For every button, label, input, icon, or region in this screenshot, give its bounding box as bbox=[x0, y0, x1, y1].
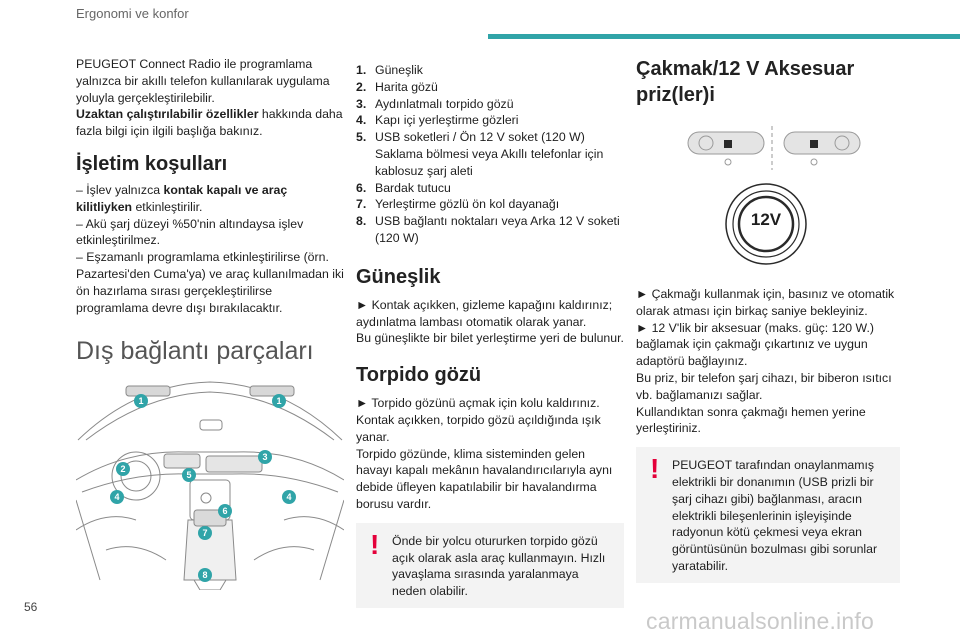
list-item-text: USB bağlantı noktaları veya Arka 12 V soketi (120 W) bbox=[375, 214, 620, 245]
glove-box-warning bbox=[356, 523, 624, 608]
column-right bbox=[636, 56, 908, 583]
steering-wheel-illustrations bbox=[636, 124, 908, 172]
column-middle bbox=[356, 62, 624, 608]
accessory-warning bbox=[636, 447, 900, 583]
list-item-number: 8. bbox=[356, 214, 367, 229]
list-item-number: 4. bbox=[356, 113, 367, 128]
condition-1-post: etkinleştirilir. bbox=[132, 199, 203, 214]
callout-6: 6 bbox=[218, 504, 232, 518]
warning-icon: ! bbox=[370, 528, 380, 560]
list-item bbox=[356, 180, 624, 197]
callout-3: 3 bbox=[258, 450, 272, 464]
fittings-list bbox=[356, 62, 624, 247]
remote-features-bold: Uzaktan çalıştırılabilir özellikler bbox=[76, 107, 259, 122]
callout-7: 7 bbox=[198, 526, 212, 540]
glove-box-warning-text: Önde bir yolcu otururken torpido gözü açık olarak asla araç kullanmayın. Hızlı yavaşlama sırasında yaralanmaya neden olabilir. bbox=[392, 533, 606, 599]
list-item-text: Yerleştirme gözlü ön kol dayanağı bbox=[375, 197, 560, 212]
list-item bbox=[356, 62, 624, 79]
remote-features-rest: hakkında daha fazla bilgi için ilgili başlığa bakınız. bbox=[76, 107, 343, 139]
list-item bbox=[356, 213, 624, 247]
callout-2: 2 bbox=[116, 462, 130, 476]
glove-box-note: Torpido gözünde, klima sisteminden gelen havayı kapalı mekânın havalandırıcılarıyla aynı debide üfleyen kapatılabilir bir havalandırma borusu vardır. bbox=[356, 446, 613, 511]
sun-visor-step: ► Kontak açıkken, gizleme kapağını kaldırınız; aydınlatma lambası otomatik olarak yanar. bbox=[356, 297, 613, 329]
list-item bbox=[356, 79, 624, 96]
interior-illustration bbox=[76, 380, 344, 590]
callout-1-left: 1 bbox=[134, 394, 148, 408]
socket-label: 12V bbox=[750, 210, 782, 229]
list-item bbox=[356, 196, 624, 213]
list-item-text: Kapı içi yerleştirme gözleri bbox=[375, 113, 519, 128]
list-item-number: 6. bbox=[356, 180, 367, 195]
column-left bbox=[76, 56, 344, 590]
accessory-warning-text: PEUGEOT tarafından onaylanmamış elektrikli bir donanımın (USB prizli bir şarj cihazı gibi) bağlanması, aracın elektrikli bileşenlerinin işleyişinde radyonun kötü çekmesi veya ekran görüntüsünün bozulması gibi sorunlar yaratabilir. bbox=[672, 458, 878, 573]
list-item-text: Harita gözü bbox=[375, 79, 438, 94]
condition-3: – Eşzamanlı programlama etkinleştirilirse (örn. Pazartesi'den Cuma'ya) ve araç kullanılmadan iki ön hazırlama sırası gerçekleştirilirse programlama devre dışı bırakılacaktır. bbox=[76, 250, 344, 315]
list-item-number: 1. bbox=[356, 63, 367, 77]
list-item-number: 7. bbox=[356, 197, 367, 212]
heading-lighter-sockets: Çakmak/12 V Aksesuar priz(ler)i bbox=[636, 58, 855, 106]
callout-8: 8 bbox=[198, 568, 212, 582]
intro-paragraph: PEUGEOT Connect Radio ile programlama yalnızca bir akıllı telefon kullanılarak uygulama yoluyla gerçekleştirilebilir. bbox=[76, 57, 330, 105]
sun-visor-note: Bu güneşlikte bir bilet yerleştirme yeri de bulunur. bbox=[356, 331, 624, 346]
list-item-text: Aydınlatmalı torpido gözü bbox=[375, 96, 514, 111]
header-accent-bar bbox=[488, 34, 960, 39]
car-interior-drawing bbox=[76, 380, 344, 590]
list-item bbox=[356, 129, 624, 179]
watermark: carmanualsonline.info bbox=[646, 608, 874, 634]
callout-4-right: 4 bbox=[282, 490, 296, 504]
list-item bbox=[356, 96, 624, 113]
intro-remote-paragraph bbox=[76, 106, 344, 140]
warning-icon: ! bbox=[650, 453, 660, 485]
lighter-step-1: ► Çakmağı kullanmak için, basınız ve otomatik olarak atması için birkaç saniye bekleyiniz. bbox=[636, 287, 895, 318]
heading-operating-conditions: İşletim koşulları bbox=[76, 152, 228, 175]
list-item-number: 5. bbox=[356, 130, 367, 145]
lighter-note-2: Kullandıktan sonra çakmağı hemen yerine yerleştiriniz. bbox=[636, 404, 866, 436]
condition-1-pre: – İşlev yalnızca bbox=[76, 182, 164, 197]
heading-sun-visor: Güneşlik bbox=[356, 265, 441, 288]
steering-wheel-icons bbox=[636, 124, 908, 172]
heading-glove-box: Torpido gözü bbox=[356, 364, 482, 387]
section-header: Ergonomi ve konfor bbox=[76, 6, 189, 21]
condition-1-bold: kontak kapalı ve araç kilitliyken bbox=[76, 182, 288, 214]
list-item-number: 3. bbox=[356, 96, 367, 111]
callout-1-right: 1 bbox=[272, 394, 286, 408]
lighter-note-1: Bu priz, bir telefon şarj cihazı, bir biberon ısıtıcı vb. bağlamanızı sağlar. bbox=[636, 370, 892, 402]
glove-box-step: ► Torpido gözünü açmak için kolu kaldırınız. Kontak açıkken, torpido gözü açıldığında ışık yanar. bbox=[356, 396, 601, 444]
lighter-step-2: ► 12 V'lik bir aksesuar (maks. güç: 120 W.) bağlamak için çakmağı çıkartınız ve uygun adaptörü bağlayınız. bbox=[636, 320, 874, 369]
page-number: 56 bbox=[24, 600, 38, 614]
list-item-text: Bardak tutucu bbox=[375, 180, 451, 195]
list-item bbox=[356, 112, 624, 129]
list-item-text: Güneşlik bbox=[375, 63, 423, 77]
socket-illustration bbox=[636, 176, 908, 272]
list-item-text: USB soketleri / Ön 12 V soket (120 W) Saklama bölmesi veya Akıllı telefonlar için kablosuz şarj aleti bbox=[375, 130, 604, 178]
callout-5: 5 bbox=[182, 468, 196, 482]
condition-2: – Akü şarj düzeyi %50'nin altındaysa işlev etkinleştirilmez. bbox=[76, 216, 304, 248]
heading-external-fittings: Dış bağlantı parçaları bbox=[76, 337, 314, 366]
condition-1 bbox=[76, 182, 344, 216]
callout-4-left: 4 bbox=[110, 490, 124, 504]
list-item-number: 2. bbox=[356, 79, 367, 94]
